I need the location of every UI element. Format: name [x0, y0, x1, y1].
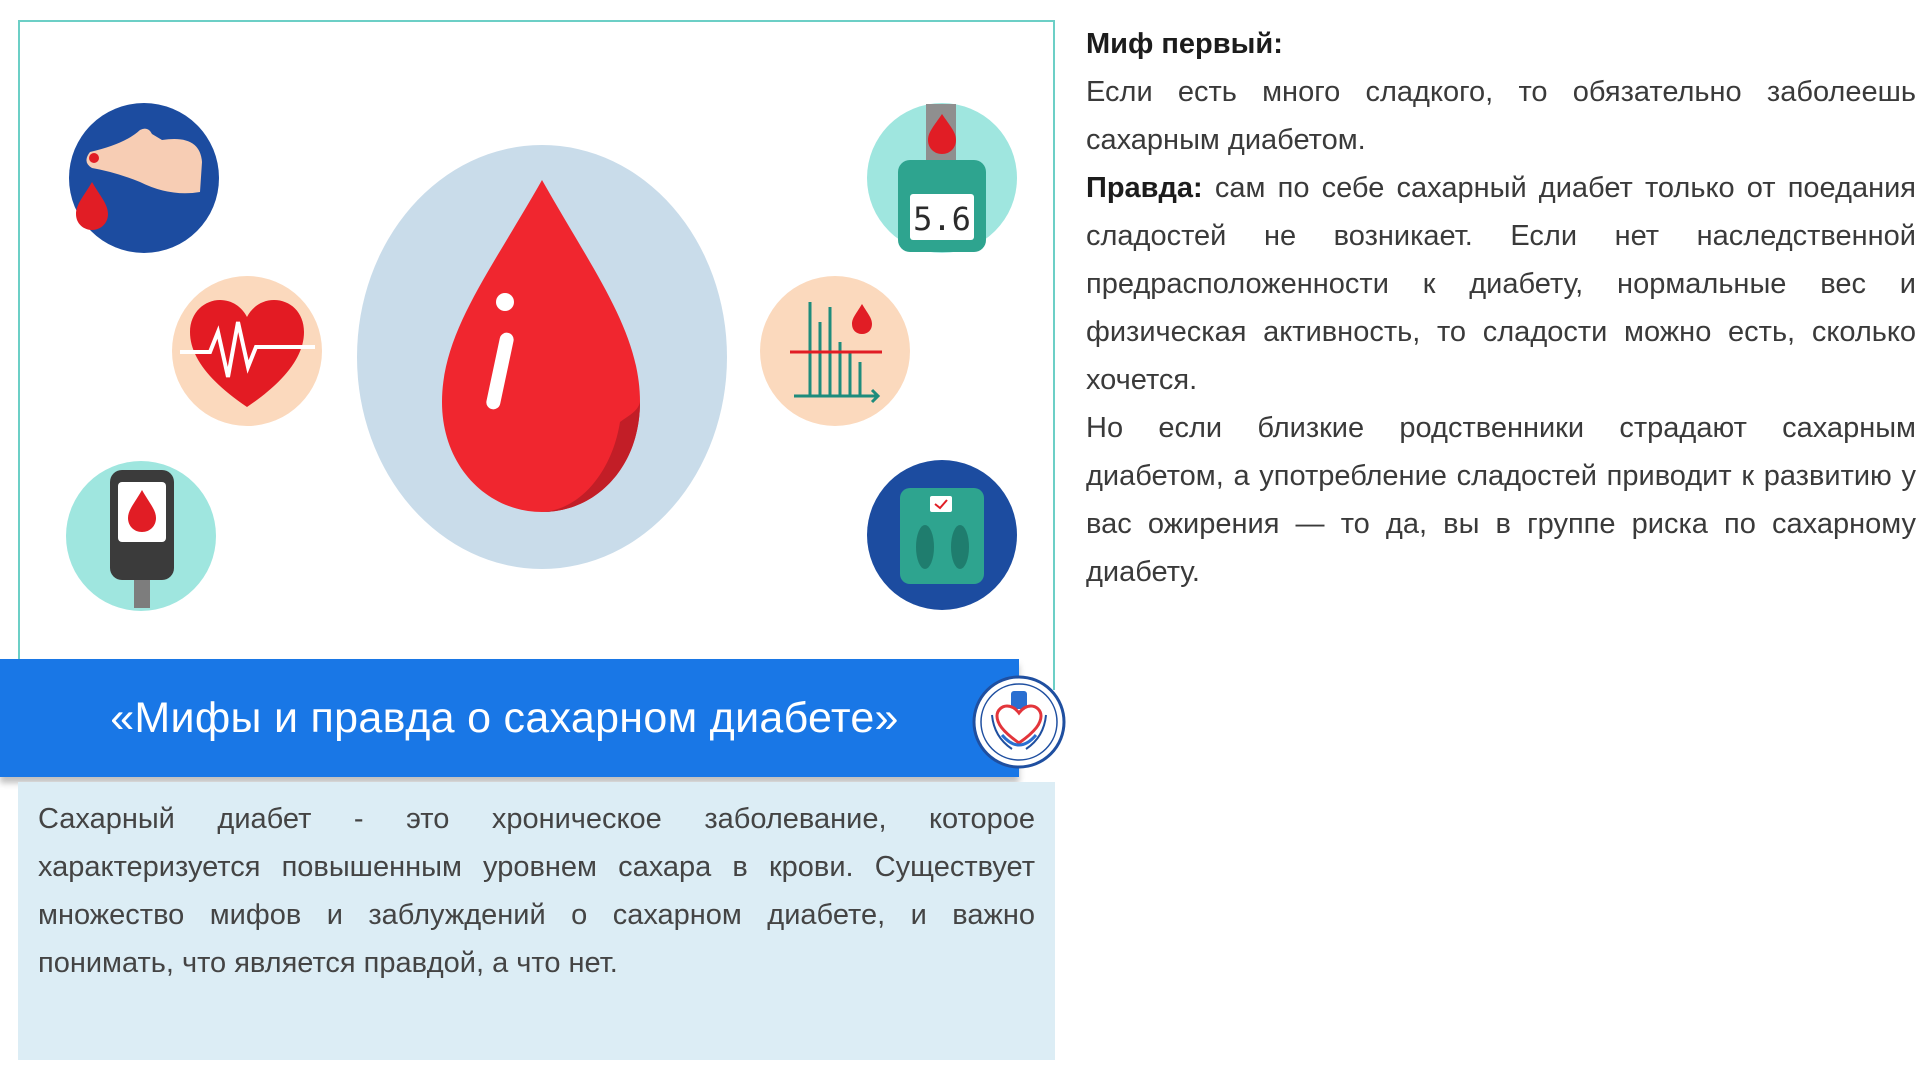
glucometer-icon: [66, 461, 216, 611]
meter-reading: 5.6: [913, 200, 971, 238]
extra-text: Но если близкие родственники страдают сахарным диабетом, а употребление сладостей приводит к развитию у вас ожирения — то да, вы в группе риска по сахарному диабету.: [1086, 412, 1916, 588]
truth-text: сам по себе сахарный диабет только от поедания сладостей не возникает. Если нет наследственной предрасположенности к диабету, нормальные вес и физическая активность, то сладости можно есть, сколько хочется.: [1086, 172, 1916, 396]
page-title: «Мифы и правда о сахарном диабете»: [110, 693, 899, 742]
myth-text: Если есть много сладкого, то обязательно заболеешь сахарным диабетом.: [1086, 76, 1916, 156]
finger-prick-icon: [69, 103, 219, 253]
blood-drop-icon: [357, 145, 727, 569]
truth-paragraph: [1086, 164, 1916, 404]
glucose-meter-strip-icon: [867, 103, 1017, 253]
scale-icon: [867, 460, 1017, 610]
truth-label: Правда:: [1086, 172, 1203, 204]
myth-section: [1086, 20, 1916, 596]
emblem-logo: [972, 675, 1066, 769]
myth-heading: Миф первый:: [1086, 28, 1283, 60]
glucose-chart-icon: [760, 276, 910, 426]
title-banner: [0, 659, 1019, 777]
description-text: Сахарный диабет - это хроническое заболевание, которое характеризуется повышенным уровнем сахара в крови. Существует множество мифов и заблуждений о сахарном диабете, и важно понимать, что является правдой, а что нет.: [38, 803, 1035, 979]
heart-pulse-icon: [172, 276, 322, 426]
description-box: [18, 782, 1055, 1060]
illustration: [18, 20, 1055, 690]
